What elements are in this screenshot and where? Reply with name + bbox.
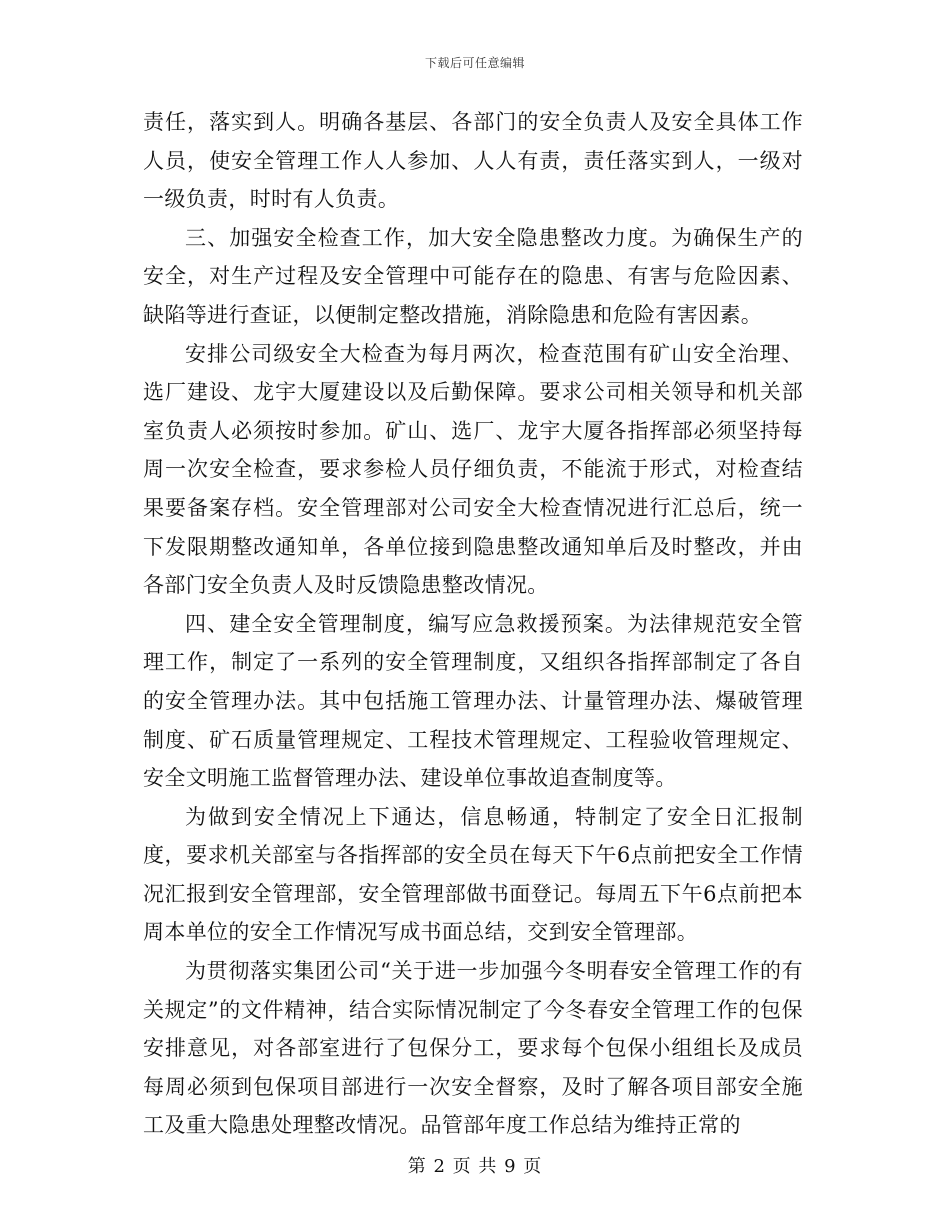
- paragraph-3: 安排公司级安全大检查为每月两次，检查范围有矿山安全治理、选厂建设、龙宇大厦建设以及后勤保障。要求公司相关领导和机关部室负责人必须按时参加。矿山、选厂、龙宇大厦各指挥部必须坚持每周一次安全检查，要求参检人员仔细负责，不能流于形式，对检查结果要备案存档。安全管理部对公司安全大检查情况进行汇总后，统一下发限期整改通知单，各单位接到隐患整改通知单后及时整改，并由各部门安全负责人及时反馈隐患整改情况。: [143, 341, 803, 598]
- page-number-footer: 第 2 页 共 9 页: [407, 1156, 543, 1177]
- paragraph-1: 责任，落实到人。明确各基层、各部门的安全负责人及安全具体工作人员，使安全管理工作人人参加、人人有责，责任落实到人，一级对一级负责，时时有人负责。: [143, 110, 803, 212]
- paragraph-6: 为贯彻落实集团公司“关于进一步加强今冬明春安全管理工作的有关规定”的文件精神，结合实际情况制定了今冬春安全管理工作的包保安排意见，对各部室进行了包保分工，要求每个包保小组组长及成员每周必须到包保项目部进行一次安全督察，及时了解各项目部安全施工及重大隐患处理整改情况。品管部年度工作总结为维持正常的: [143, 959, 803, 1138]
- paragraph-2: 三、加强安全检查工作，加大安全隐患整改力度。为确保生产的安全，对生产过程及安全管理中可能存在的隐患、有害与危险因素、缺陷等进行查证，以便制定整改措施，消除隐患和危险有害因素。: [143, 225, 803, 327]
- document-body: [143, 103, 803, 1145]
- paragraph-4: 四、建全安全管理制度，编写应急救援预案。为法律规范安全管理工作，制定了一系列的安全管理制度，又组织各指挥部制定了各自的安全管理办法。其中包括施工管理办法、计量管理办法、爆破管理制度、矿石质量管理规定、工程技术管理规定、工程验收管理规定、安全文明施工监督管理办法、建设单位事故追查制度等。: [143, 611, 803, 791]
- paragraph-5: 为做到安全情况上下通达，信息畅通，特制定了安全日汇报制度，要求机关部室与各指挥部的安全员在每天下午6点前把安全工作情况汇报到安全管理部，安全管理部做书面登记。每周五下午6点前把本周本单位的安全工作情况写成书面总结，交到安全管理部。: [143, 804, 803, 945]
- page-header: 下载后可任意编辑: [424, 56, 525, 70]
